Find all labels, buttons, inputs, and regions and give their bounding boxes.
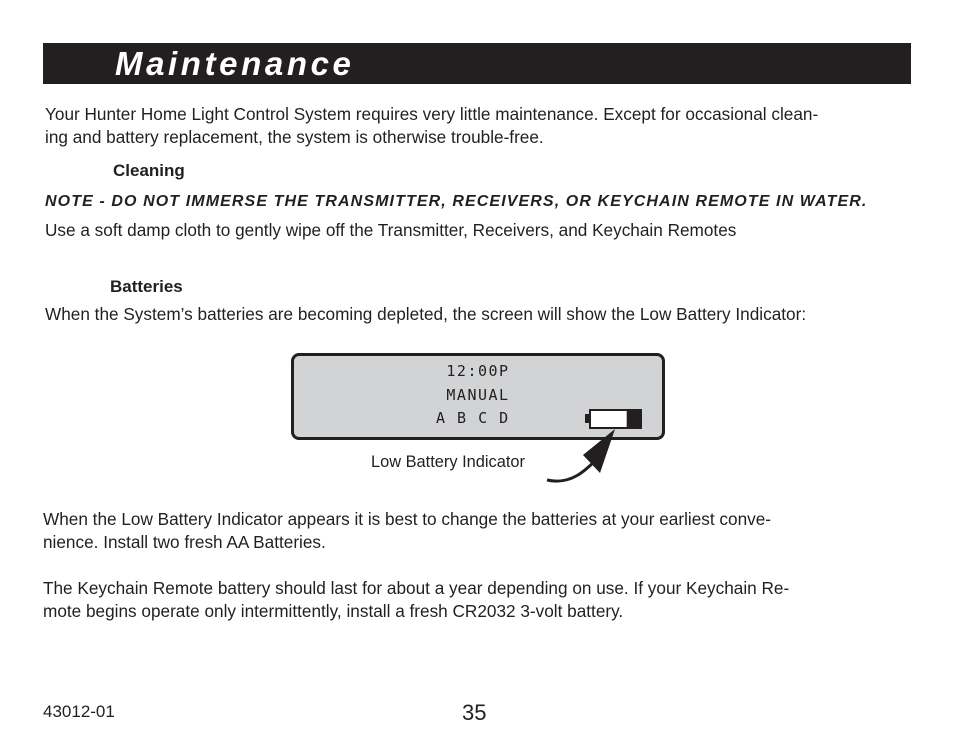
batteries-text: When the System’s batteries are becoming depleted, the screen will show the Low Battery Indicator: bbox=[45, 304, 807, 324]
cleaning-heading: Cleaning bbox=[113, 161, 185, 180]
keychain-line-2: mote begins operate only intermittently, install a fresh CR2032 3-volt battery. bbox=[43, 601, 624, 621]
intro-line-2: ing and battery replacement, the system is otherwise trouble-free. bbox=[45, 127, 544, 147]
page-title: Maintenance bbox=[115, 45, 355, 82]
lcd-mode: MANUAL bbox=[446, 386, 510, 404]
low-battery-label: Low Battery Indicator bbox=[371, 453, 525, 471]
batteries-heading: Batteries bbox=[110, 277, 183, 296]
lcd-time: 12:00P bbox=[446, 362, 510, 380]
after-indicator-line-1: When the Low Battery Indicator appears it is best to change the batteries at your earliest conve- bbox=[43, 509, 772, 529]
cleaning-note: NOTE - DO NOT IMMERSE THE TRANSMITTER, RECEIVERS, OR KEYCHAIN REMOTE IN WATER. bbox=[45, 193, 868, 210]
after-indicator-line-2: nience. Install two fresh AA Batteries. bbox=[43, 532, 326, 552]
intro-line-1: Your Hunter Home Light Control System requires very little maintenance. Except for occasional clean- bbox=[45, 104, 819, 124]
page-number: 35 bbox=[462, 700, 487, 725]
doc-number: 43012-01 bbox=[43, 702, 115, 721]
keychain-line-1: The Keychain Remote battery should last for about a year depending on use. If your Keychain Re- bbox=[43, 578, 790, 598]
lcd-channels: A B C D bbox=[436, 409, 510, 427]
cleaning-text: Use a soft damp cloth to gently wipe off the Transmitter, Receivers, and Keychain Remotes bbox=[45, 220, 737, 240]
callout-arrow-icon bbox=[540, 425, 620, 490]
